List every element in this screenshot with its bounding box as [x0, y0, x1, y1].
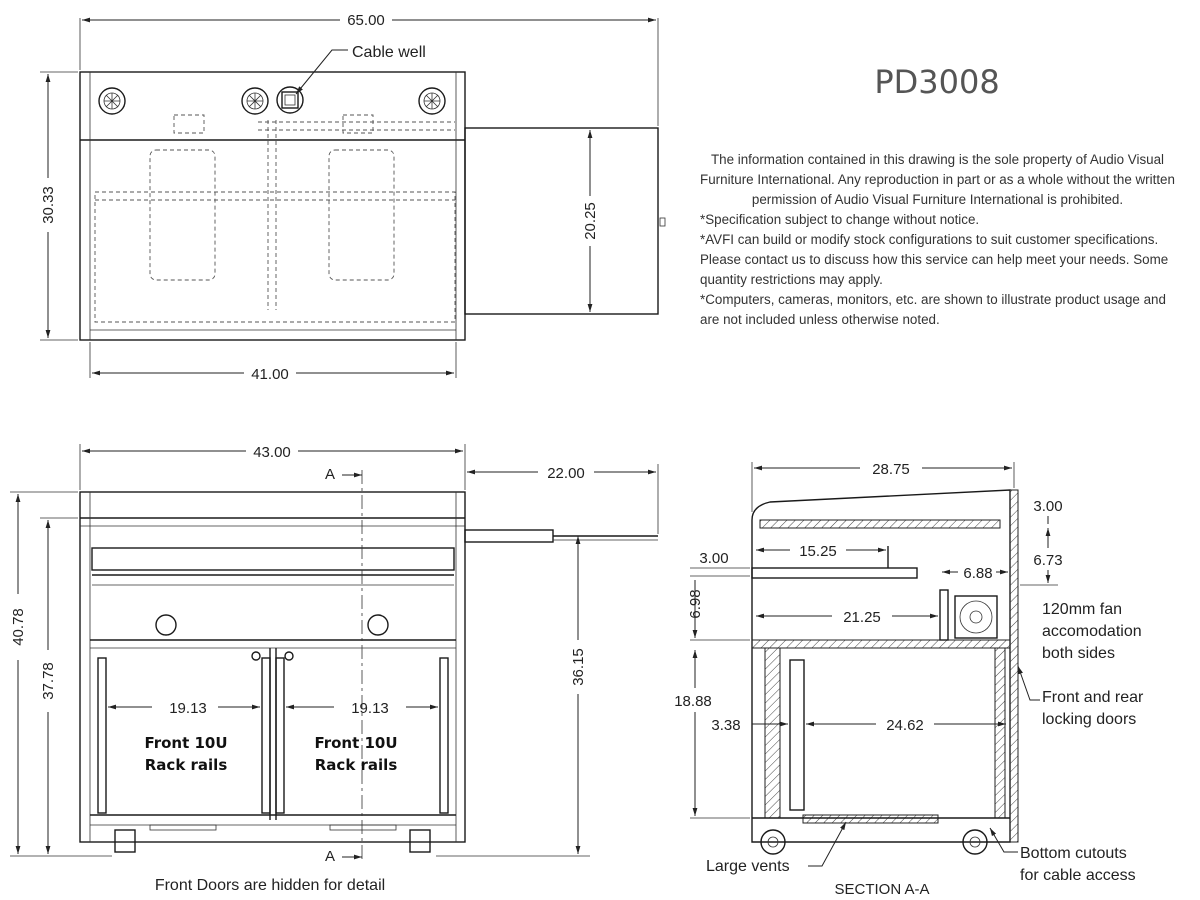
drawing-title: PD3008 [874, 63, 1000, 101]
caster-icon [115, 830, 135, 852]
section-mark-bottom: A [324, 848, 336, 865]
keyboard-shelf [92, 548, 454, 570]
grommet-icon [242, 88, 268, 114]
dim-height-shelf: 36.15 [570, 648, 587, 686]
dim-fan-offset: 6.88 [963, 565, 993, 582]
notes-block [700, 150, 1175, 330]
keyboard-tray [752, 568, 917, 578]
grommet-icon [99, 88, 125, 114]
dim-shelf-extension: 22.00 [547, 465, 585, 482]
front-view-caption: Front Doors are hidden for detail [154, 877, 386, 894]
dim-height-total: 40.78 [10, 608, 27, 646]
fan-icon [955, 596, 997, 638]
dim-rail-inset: 3.38 [711, 717, 741, 734]
label-cutouts-line1: Bottom cutouts [1020, 845, 1127, 862]
rack-rail [262, 658, 270, 813]
notes-disclaimer: The information contained in this drawing is the sole property of Audio Visual Furniture International. Any reproduction in part or as a whole without the written permission of Audio Visual Furniture International is prohibited. [700, 152, 1175, 207]
rack-rail [276, 658, 284, 813]
notes-line: *AVFI can build or modify stock configurations to suit customer specifications. Please contact us to discuss how this service can help meet your needs. Some quantity restrictions may apply. [700, 232, 1169, 287]
label-doors-line1: Front and rear [1042, 689, 1144, 706]
label-vents: Large vents [706, 858, 790, 875]
front-view [10, 444, 658, 894]
dim-bay-left: 19.13 [169, 700, 207, 717]
rack-label-right-1: Front 10U [314, 734, 398, 752]
slide-rail [465, 530, 553, 542]
section-view [674, 461, 1144, 898]
dim-depth: 30.33 [40, 186, 57, 224]
dim-bay-right: 19.13 [351, 700, 389, 717]
rack-label-right-2: Rack rails [314, 756, 398, 774]
rack-rail [440, 658, 448, 813]
dim-front-width: 43.00 [253, 444, 291, 461]
notes-line: *Specification subject to change without notice. [700, 212, 980, 227]
dim-shelf-inset: 3.00 [699, 550, 729, 567]
label-fan-line2: accomodation [1042, 623, 1142, 640]
label-fan-line3: both sides [1042, 645, 1115, 662]
front-view-body [80, 492, 465, 842]
dim-section-depth: 28.75 [872, 461, 910, 478]
notes-line: *Computers, cameras, monitors, etc. are shown to illustrate product usage and are not included unless otherwise noted. [700, 292, 1166, 327]
dim-side-height: 6.98 [687, 589, 704, 619]
rack-label-left-2: Rack rails [144, 756, 228, 774]
dim-height-body: 37.78 [40, 662, 57, 700]
label-cutouts-line2: for cable access [1020, 867, 1136, 884]
section-caption: SECTION A-A [834, 881, 930, 898]
label-doors-line2: locking doors [1042, 711, 1137, 728]
grommet-icon [419, 88, 445, 114]
dim-mid-depth: 21.25 [843, 609, 881, 626]
dim-rail-depth: 24.62 [886, 717, 924, 734]
fan-port-icon [368, 615, 388, 635]
section-mark-top: A [324, 466, 336, 483]
dim-top-thickness: 3.00 [1033, 498, 1063, 515]
rack-label-left-1: Front 10U [144, 734, 228, 752]
dim-upper-gap: 6.73 [1033, 552, 1063, 569]
pullout-shelf [465, 128, 658, 314]
top-view-body [80, 72, 465, 340]
rack-rail [790, 660, 804, 810]
dim-shelf-depth: 20.25 [582, 202, 599, 240]
vent-panel [803, 815, 938, 823]
dim-shelf-depth-section: 15.25 [799, 543, 837, 560]
label-fan-line1: 120mm fan [1042, 601, 1123, 618]
dim-overall-width: 65.00 [347, 12, 385, 29]
dim-body-width: 41.00 [251, 366, 289, 383]
fan-port-icon [156, 615, 176, 635]
rack-rail [98, 658, 106, 813]
top-view [40, 12, 665, 383]
label-cable-well: Cable well [352, 44, 426, 61]
caster-icon [410, 830, 430, 852]
dim-lower-height: 18.88 [674, 693, 712, 710]
section-outline [752, 490, 1010, 842]
